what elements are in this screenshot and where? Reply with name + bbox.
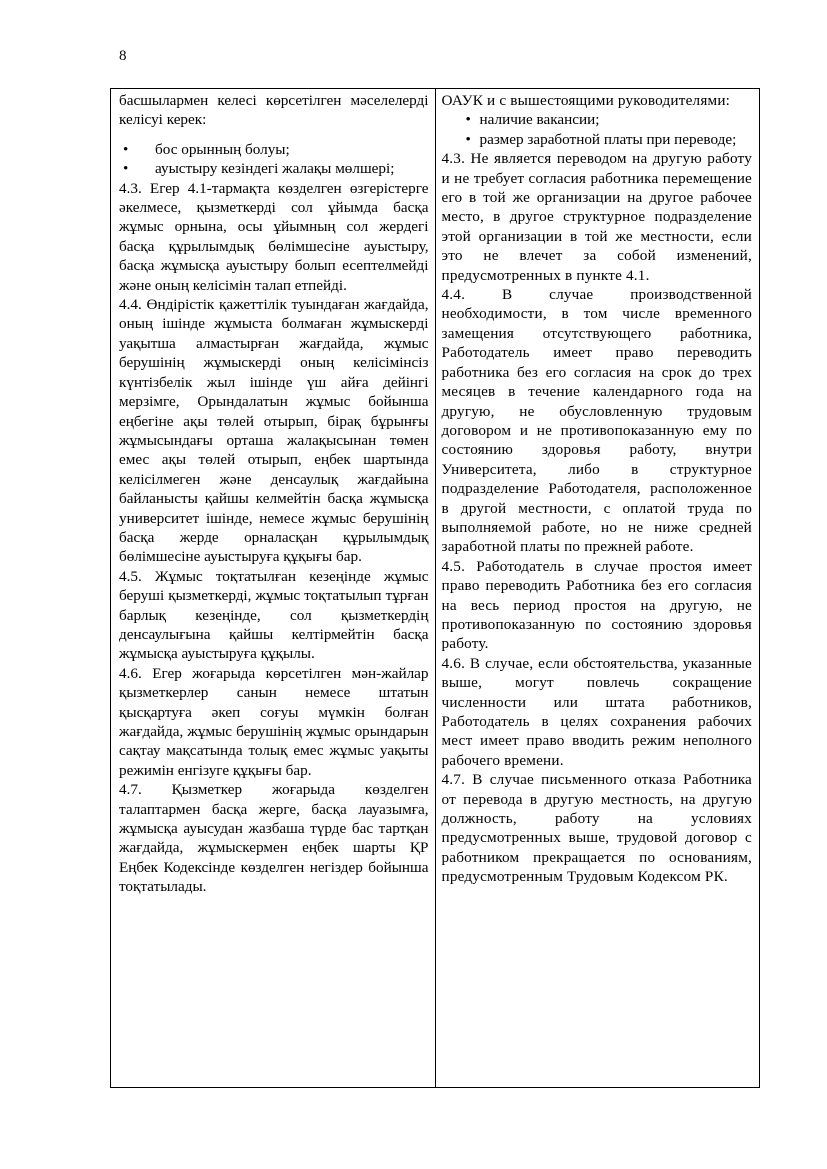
ru-intro-text: ОАУК и с вышестоящими руководителями: [441,92,731,109]
bilingual-table [110,88,760,1088]
kz-section-4-6: 4.6. Егер жоғарыда көрсетілген мән-жайлар қызметкерлер санын немесе штатын қысқартуға әкеп соғуы мүмкін болған жағдайда, жұмыс берушінің жұмыс орындарын сақтау мақсатында толық емес жұмыс уақыты режимін енгізуге құқығы бар. [119,664,429,779]
russian-column [436,89,760,1087]
kz-section-4-5: 4.5. Жұмыс тоқтатылған кезеңінде жұмыс беруші қызметкерді, жұмыс тоқтатылып тұрған барлық кезеңінде, сол қызметкердің денсаулығына қайшы келтірмейтін басқа жұмысқа ауыстыруға құқылы. [119,567,429,663]
ru-section-4-4: 4.4. В случае производственной необходимости, в том числе временного замещения отсутствующего работника, Работодатель имеет право переводить работника без его согласия на срок до трех месяцев в течение календарного года на другую, не обусловленную трудовым договором и не противопоказанную ему по состоянию здоровья работу, внутри Университета, либо в структурное подразделение Работодателя, расположенное в другой местности, с оплатой труда по выполняемой работе, но не ниже средней заработной платы по прежней работе. [441,286,752,556]
ru-section-4-3: 4.3. Не является переводом на другую работу и не требует согласия работника перемещение его в той же организации на другое рабочее место, в другое структурное подразделение этой организации в той же местности, если это не влечет за собой изменений, предусмотренных в пункте 4.1. [441,150,752,284]
ru-bullet-item: • размер заработной платы при переводе; [442,130,753,149]
kz-section-4-7: 4.7. Қызметкер жоғарыда көзделген талаптармен басқа жерге, басқа лауазымға, жұмысқа ауысудан жазбаша түрде бас тартқан жағдайда, жұмыскермен еңбек шарты ҚР Еңбек Кодексінде көзделген негіздер бойынша тоқтатылады. [119,781,429,896]
ru-bullet-list [442,110,753,149]
ru-bullet-item: • наличие вакансии; [442,110,753,129]
kz-intro-text: басшылармен келесі көрсетілген мәселелерді келісуі керек: [119,92,429,129]
ru-section-4-5: 4.5. Работодатель в случае простоя имеет право переводить Работника без его согласия на весь период простоя на другую, не противопоказанную по состоянию здоровья работу. [441,557,752,653]
kz-bullet-item: • бос орынның болуы; [119,140,429,159]
page-number: 8 [119,48,127,64]
kz-section-4-3: 4.3. Егер 4.1-тармақта көзделген өзгерістерге әкелмесе, қызметкерді сол ұйымда басқа жұмыс орнына, осы ұйымның сол жердегі басқа құрылымдық бөлімшесіне ауыстыру, басқа жұмысқа ауыстыру болып есептелмейді және оның келісімін талап етпейді. [119,179,429,294]
kz-bullet-item: • ауыстыру кезіндегі жалақы мөлшері; [119,159,429,178]
ru-section-4-6: 4.6. В случае, если обстоятельства, указанные выше, могут повлечь сокращение численности или штата работников, Работодатель в целях сохранения рабочих мест имеет право вводить режим неполного рабочего времени. [441,654,752,769]
ru-section-4-7: 4.7. В случае письменного отказа Работника от перевода в другую местность, на другую должность, работу на условиях предусмотренных выше, трудовой договор с работником прекращается по основаниям, предусмотренным Трудовым Кодексом РК. [441,771,752,886]
kz-bullet-list [119,140,429,179]
kazakh-column [111,89,436,1087]
kz-section-4-4: 4.4. Өндірістік қажеттілік туындаған жағдайда, оның ішінде жұмыста болмаған жұмыскерді уақытша алмастырған жағдайда, жұмыс берушінің жұмыскерді оның келісімінсіз күнтізбелік жыл ішінде үш айға дейінгі мерзімге, Орындалатын жұмыс бойынша еңбегіне ақы төлей отырып, бірақ бұрынғы жұмысындағы орташа жалақысынан төмен емес ақы төлей отырып, еңбек шартында келісілмеген және денсаулық жағдайына байланысты қайшы келмейтін басқа жұмысқа университет ішінде, немесе жұмыс берушінің басқа жерде орналасқан құрылымдық бөлімшесіне ауыстыруға құқығы бар. [119,296,429,566]
